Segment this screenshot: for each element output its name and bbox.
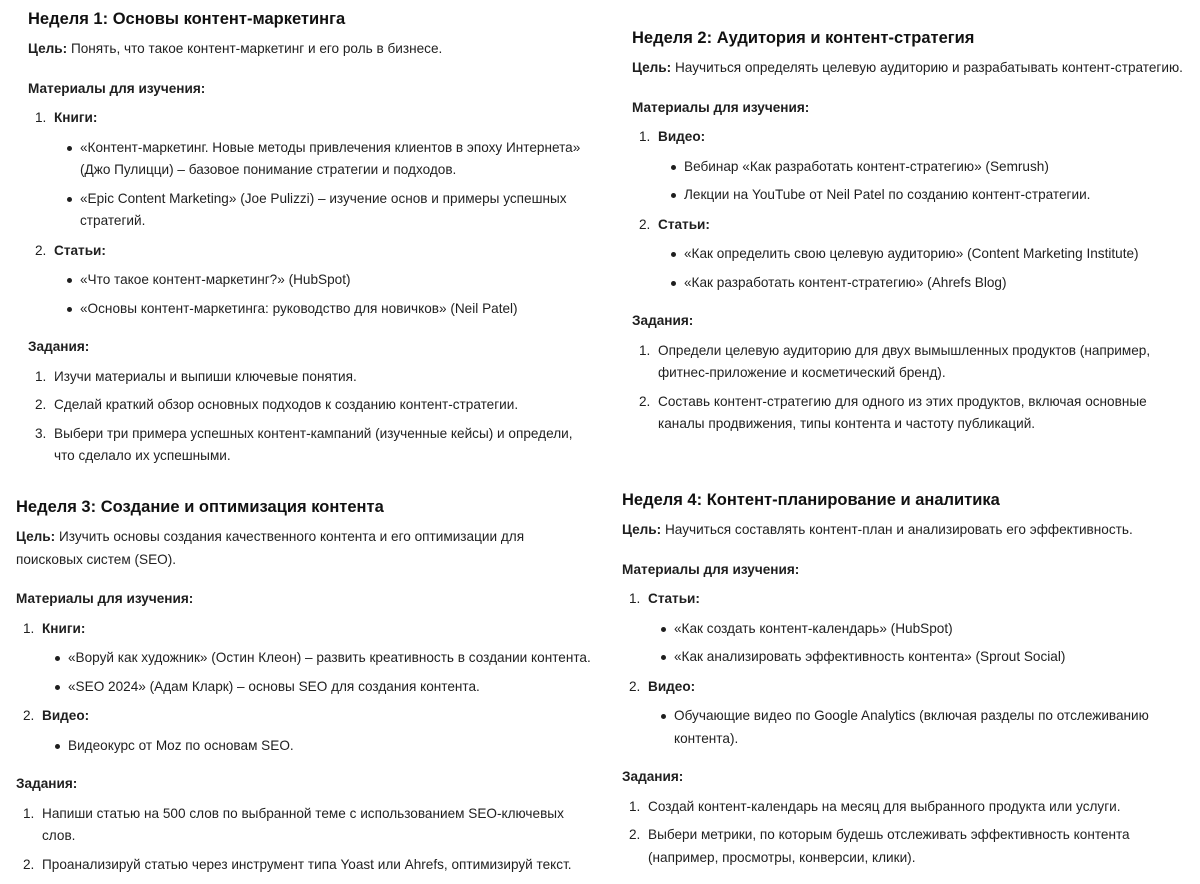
list-number: 2. [629, 678, 641, 694]
materials-sublist [658, 243, 1194, 294]
goal-text: Научиться составлять контент-план и анализировать его эффективность. [661, 522, 1133, 537]
materials-sublist [658, 156, 1194, 207]
tasks-list [632, 340, 1194, 436]
materials-heading: Материалы для изучения: [28, 80, 206, 96]
list-number: 2. [35, 397, 47, 412]
tasks-list [28, 366, 593, 468]
list-number: 1. [23, 620, 35, 636]
material-bullet-item: Лекции на YouTube от Neil Patel по созданию контент-стратегии. [658, 184, 1194, 207]
materials-category-label: Видео: [42, 708, 90, 723]
materials-category-label: Статьи: [658, 216, 710, 232]
materials-category-item [16, 618, 593, 699]
materials-list [622, 588, 1194, 750]
goal-text: Изучить основы создания качественного контента и его оптимизации для поисковых систем (SEO). [16, 529, 525, 567]
materials-heading: Материалы для изучения: [632, 99, 810, 115]
week-title: Неделя 3: Создание и оптимизация контента [16, 498, 384, 516]
materials-category-item [16, 705, 593, 757]
materials-category-label: Статьи: [54, 242, 106, 258]
week-1-section [28, 8, 593, 474]
materials-category-label: Статьи: [648, 591, 700, 606]
week-4-section [622, 489, 1194, 875]
goal-paragraph [622, 519, 1194, 542]
materials-sublist [42, 647, 593, 698]
task-text: Выбери три примера успешных контент-кампаний (изученные кейсы) и определи, что сделало их успешными. [54, 425, 573, 463]
goal-paragraph [28, 38, 593, 61]
goal-text: Научиться определять целевую аудиторию и разрабатывать контент-стратегию. [671, 60, 1183, 75]
materials-sublist [648, 618, 1194, 669]
material-bullet-item: «SEO 2024» (Адам Кларк) – основы SEO для создания контента. [42, 676, 593, 699]
material-bullet-item: Обучающие видео по Google Analytics (включая разделы по отслеживанию контента). [648, 705, 1194, 750]
materials-sublist [54, 137, 593, 233]
list-number: 2. [35, 242, 47, 258]
task-text: Сделай краткий обзор основных подходов к созданию контент-стратегии. [54, 397, 519, 412]
list-number: 2. [639, 216, 651, 232]
materials-category-item [622, 676, 1194, 751]
materials-heading: Материалы для изучения: [16, 591, 194, 606]
task-item [622, 824, 1194, 869]
week-title: Неделя 1: Основы контент-маркетинга [28, 10, 346, 28]
materials-list [16, 618, 593, 758]
task-text: Выбери метрики, по которым будешь отслеживать эффективность контента (например, просмотры, конверсии, клики). [648, 827, 1130, 865]
goal-label: Цель: [28, 41, 68, 56]
materials-category-item [28, 107, 593, 233]
task-item [622, 796, 1194, 819]
materials-heading: Материалы для изучения: [622, 561, 800, 577]
tasks-heading: Задания: [28, 339, 90, 354]
materials-list [632, 126, 1194, 294]
goal-label: Цель: [16, 529, 56, 544]
list-number: 1. [629, 591, 641, 606]
list-number: 1. [23, 805, 35, 821]
tasks-heading: Задания: [622, 769, 684, 784]
task-item [632, 391, 1194, 436]
materials-category-item [632, 126, 1194, 207]
goal-paragraph [632, 57, 1194, 80]
material-bullet-item: Видеокурс от Moz по основам SEO. [42, 735, 593, 758]
task-text: Создай контент-календарь на месяц для выбранного продукта или услуги. [648, 798, 1121, 814]
materials-category-item [28, 240, 593, 321]
list-number: 1. [639, 342, 651, 358]
goal-label: Цель: [622, 522, 662, 537]
tasks-heading: Задания: [632, 313, 694, 328]
task-item [28, 366, 593, 389]
list-number: 1. [639, 129, 651, 144]
material-bullet-item: «Как анализировать эффективность контента» (Sprout Social) [648, 646, 1194, 669]
week-title: Неделя 4: Контент-планирование и аналитика [622, 491, 1000, 509]
materials-sublist [54, 269, 593, 320]
list-number: 2. [23, 856, 35, 872]
materials-category-label: Книги: [42, 620, 86, 636]
week-2-section [632, 27, 1194, 442]
list-number: 1. [629, 798, 641, 814]
material-bullet-item: «Epic Content Marketing» (Joe Pulizzi) – изучение основ и примеры успешных стратегий. [54, 188, 593, 233]
task-text: Составь контент-стратегию для одного из этих продуктов, включая основные каналы продвижения, типы контента и частоту публикаций. [658, 393, 1147, 431]
list-number: 1. [35, 368, 47, 384]
list-number: 3. [35, 425, 47, 441]
tasks-list [622, 796, 1194, 870]
materials-sublist [42, 735, 593, 758]
week-title: Неделя 2: Аудитория и контент-стратегия [632, 29, 975, 47]
materials-category-label: Видео: [648, 678, 696, 694]
list-number: 2. [23, 708, 35, 723]
tasks-heading: Задания: [16, 776, 78, 791]
goal-paragraph [16, 526, 593, 571]
task-item [28, 423, 593, 468]
task-item [16, 854, 593, 877]
task-item [16, 803, 593, 848]
task-text: Определи целевую аудиторию для двух вымышленных продуктов (например, фитнес-приложение и косметический бренд). [658, 342, 1151, 380]
material-bullet-item: «Как определить свою целевую аудиторию» (Content Marketing Institute) [658, 243, 1194, 266]
task-text: Напиши статью на 500 слов по выбранной теме с использованием SEO-ключевых слов. [42, 805, 564, 843]
materials-sublist [648, 705, 1194, 750]
task-item [28, 394, 593, 417]
material-bullet-item: «Как создать контент-календарь» (HubSpot) [648, 618, 1194, 641]
task-text: Проанализируй статью через инструмент типа Yoast или Ahrefs, оптимизируй текст. [42, 856, 572, 872]
material-bullet-item: «Контент-маркетинг. Новые методы привлечения клиентов в эпоху Интернета» (Джо Пулицци) – базовое понимание стратегии и подходов. [54, 137, 593, 182]
list-number: 2. [639, 393, 651, 409]
task-text: Изучи материалы и выпиши ключевые понятия. [54, 368, 357, 384]
material-bullet-item: Вебинар «Как разработать контент-стратегию» (Semrush) [658, 156, 1194, 179]
material-bullet-item: «Воруй как художник» (Остин Клеон) – развить креативность в создании контента. [42, 647, 593, 670]
materials-category-label: Книги: [54, 110, 98, 125]
materials-category-item [632, 214, 1194, 295]
material-bullet-item: «Основы контент-маркетинга: руководство для новичков» (Neil Patel) [54, 298, 593, 321]
materials-category-item [622, 588, 1194, 669]
task-item [632, 340, 1194, 385]
materials-list [28, 107, 593, 320]
tasks-list [16, 803, 593, 877]
goal-label: Цель: [632, 60, 672, 75]
week-3-section [16, 496, 593, 882]
materials-category-label: Видео: [658, 129, 706, 144]
list-number: 2. [629, 827, 641, 842]
material-bullet-item: «Как разработать контент-стратегию» (Ahrefs Blog) [658, 272, 1194, 295]
list-number: 1. [35, 110, 47, 125]
material-bullet-item: «Что такое контент-маркетинг?» (HubSpot) [54, 269, 593, 292]
goal-text: Понять, что такое контент-маркетинг и его роль в бизнесе. [67, 41, 443, 56]
